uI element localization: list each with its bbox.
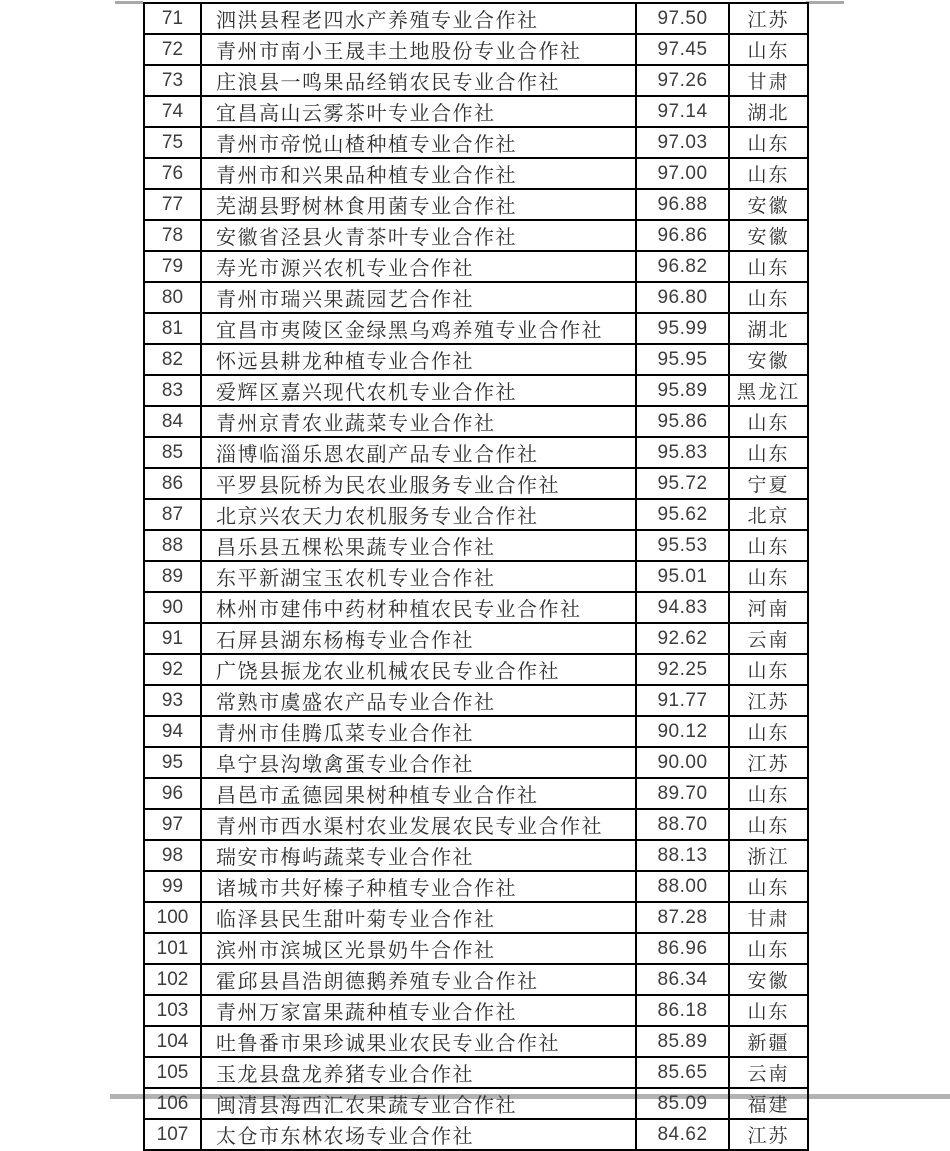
table-row (144, 964, 808, 995)
province-cell: 江苏 (729, 685, 808, 716)
table-row (144, 499, 808, 530)
name-cell: 安徽省泾县火青茶叶专业合作社 (201, 220, 636, 251)
name-cell: 青州市南小王晟丰土地股份专业合作社 (201, 34, 636, 65)
rank-cell: 95 (144, 747, 201, 778)
province-cell: 山东 (729, 437, 808, 468)
rank-cell: 90 (144, 592, 201, 623)
province-cell: 山东 (729, 158, 808, 189)
rank-cell: 72 (144, 34, 201, 65)
rank-cell: 101 (144, 933, 201, 964)
score-cell: 95.99 (636, 313, 729, 344)
rank-cell: 89 (144, 561, 201, 592)
name-cell: 宜昌高山云雾茶叶专业合作社 (201, 96, 636, 127)
rank-cell: 78 (144, 220, 201, 251)
name-cell: 临泽县民生甜叶菊专业合作社 (201, 902, 636, 933)
province-cell: 安徽 (729, 964, 808, 995)
province-cell: 山东 (729, 654, 808, 685)
name-cell: 诸城市共好榛子种植专业合作社 (201, 871, 636, 902)
name-cell: 寿光市源兴农机专业合作社 (201, 251, 636, 282)
province-cell: 山东 (729, 871, 808, 902)
name-cell: 青州市西水渠村农业发展农民专业合作社 (201, 809, 636, 840)
province-cell: 江苏 (729, 1119, 808, 1150)
province-cell: 新疆 (729, 1026, 808, 1057)
rank-cell: 106 (144, 1088, 201, 1119)
rank-cell: 96 (144, 778, 201, 809)
table-row (144, 282, 808, 313)
province-cell: 甘肃 (729, 902, 808, 933)
rank-cell: 73 (144, 65, 201, 96)
score-cell: 86.34 (636, 964, 729, 995)
rank-cell: 102 (144, 964, 201, 995)
name-cell: 常熟市虞盛农产品专业合作社 (201, 685, 636, 716)
rank-cell: 86 (144, 468, 201, 499)
score-cell: 85.09 (636, 1088, 729, 1119)
table-row (144, 623, 808, 654)
score-cell: 85.65 (636, 1057, 729, 1088)
rank-cell: 100 (144, 902, 201, 933)
name-cell: 昌邑市孟德园果树种植专业合作社 (201, 778, 636, 809)
rank-cell: 104 (144, 1026, 201, 1057)
score-cell: 88.13 (636, 840, 729, 871)
score-cell: 85.89 (636, 1026, 729, 1057)
rank-cell: 87 (144, 499, 201, 530)
rank-cell: 85 (144, 437, 201, 468)
name-cell: 平罗县阮桥为民农业服务专业合作社 (201, 468, 636, 499)
score-cell: 90.00 (636, 747, 729, 778)
table-row (144, 1119, 808, 1150)
province-cell: 江苏 (729, 3, 808, 34)
name-cell: 青州京青农业蔬菜专业合作社 (201, 406, 636, 437)
name-cell: 太仓市东林农场专业合作社 (201, 1119, 636, 1150)
score-cell: 86.18 (636, 995, 729, 1026)
table-row (144, 654, 808, 685)
score-cell: 92.62 (636, 623, 729, 654)
province-cell: 山东 (729, 530, 808, 561)
score-cell: 86.96 (636, 933, 729, 964)
score-cell: 97.03 (636, 127, 729, 158)
province-cell: 山东 (729, 34, 808, 65)
table-row (144, 158, 808, 189)
province-cell: 安徽 (729, 189, 808, 220)
rank-cell: 107 (144, 1119, 201, 1150)
province-cell: 江苏 (729, 747, 808, 778)
table-row (144, 437, 808, 468)
rank-cell: 84 (144, 406, 201, 437)
rank-cell: 83 (144, 375, 201, 406)
name-cell: 霍邱县昌浩朗德鹅养殖专业合作社 (201, 964, 636, 995)
table-row (144, 189, 808, 220)
province-cell: 甘肃 (729, 65, 808, 96)
table-row (144, 530, 808, 561)
rank-cell: 71 (144, 3, 201, 34)
table-row (144, 685, 808, 716)
name-cell: 青州市帝悦山楂种植专业合作社 (201, 127, 636, 158)
table-row (144, 375, 808, 406)
score-cell: 89.70 (636, 778, 729, 809)
name-cell: 怀远县耕龙种植专业合作社 (201, 344, 636, 375)
province-cell: 湖北 (729, 313, 808, 344)
table-row (144, 3, 808, 34)
table-row (144, 716, 808, 747)
score-cell: 95.95 (636, 344, 729, 375)
name-cell: 玉龙县盘龙养猪专业合作社 (201, 1057, 636, 1088)
province-cell: 湖北 (729, 96, 808, 127)
name-cell: 阜宁县沟墩禽蛋专业合作社 (201, 747, 636, 778)
name-cell: 滨州市滨城区光景奶牛合作社 (201, 933, 636, 964)
province-cell: 黑龙江 (729, 375, 808, 406)
table-row (144, 592, 808, 623)
score-cell: 91.77 (636, 685, 729, 716)
table-row (144, 809, 808, 840)
province-cell: 云南 (729, 1057, 808, 1088)
table-row (144, 96, 808, 127)
score-cell: 95.72 (636, 468, 729, 499)
name-cell: 昌乐县五棵松果蔬专业合作社 (201, 530, 636, 561)
province-cell: 山东 (729, 561, 808, 592)
rank-cell: 92 (144, 654, 201, 685)
province-cell: 山东 (729, 995, 808, 1026)
province-cell: 安徽 (729, 220, 808, 251)
province-cell: 河南 (729, 592, 808, 623)
name-cell: 芜湖县野树林食用菌专业合作社 (201, 189, 636, 220)
name-cell: 青州市和兴果品种植专业合作社 (201, 158, 636, 189)
score-cell: 97.26 (636, 65, 729, 96)
rank-cell: 74 (144, 96, 201, 127)
province-cell: 山东 (729, 127, 808, 158)
score-cell: 92.25 (636, 654, 729, 685)
table-row (144, 220, 808, 251)
name-cell: 北京兴农天力农机服务专业合作社 (201, 499, 636, 530)
name-cell: 庄浪县一鸣果品经销农民专业合作社 (201, 65, 636, 96)
province-cell: 北京 (729, 499, 808, 530)
rank-cell: 82 (144, 344, 201, 375)
score-cell: 88.70 (636, 809, 729, 840)
rank-cell: 75 (144, 127, 201, 158)
table-row (144, 871, 808, 902)
name-cell: 广饶县振龙农业机械农民专业合作社 (201, 654, 636, 685)
score-cell: 97.50 (636, 3, 729, 34)
name-cell: 吐鲁番市果珍诚果业农民专业合作社 (201, 1026, 636, 1057)
province-cell: 浙江 (729, 840, 808, 871)
score-cell: 95.83 (636, 437, 729, 468)
table-row (144, 344, 808, 375)
score-cell: 95.62 (636, 499, 729, 530)
table-row (144, 1088, 808, 1119)
score-cell: 84.62 (636, 1119, 729, 1150)
name-cell: 青州市瑞兴果蔬园艺合作社 (201, 282, 636, 313)
rank-cell: 94 (144, 716, 201, 747)
rank-cell: 80 (144, 282, 201, 313)
province-cell: 山东 (729, 933, 808, 964)
score-cell: 96.88 (636, 189, 729, 220)
table-row (144, 747, 808, 778)
cooperative-ranking-table (143, 2, 809, 1151)
rank-cell: 77 (144, 189, 201, 220)
name-cell: 淄博临淄乐恩农副产品专业合作社 (201, 437, 636, 468)
table-row (144, 561, 808, 592)
rank-cell: 79 (144, 251, 201, 282)
table-row (144, 406, 808, 437)
rank-cell: 93 (144, 685, 201, 716)
score-cell: 90.12 (636, 716, 729, 747)
table-row (144, 251, 808, 282)
name-cell: 石屏县湖东杨梅专业合作社 (201, 623, 636, 654)
table-row (144, 468, 808, 499)
province-cell: 宁夏 (729, 468, 808, 499)
page-edge-top-left (115, 1, 143, 4)
score-cell: 95.89 (636, 375, 729, 406)
province-cell: 山东 (729, 406, 808, 437)
score-cell: 95.86 (636, 406, 729, 437)
rank-cell: 91 (144, 623, 201, 654)
province-cell: 山东 (729, 716, 808, 747)
score-cell: 95.53 (636, 530, 729, 561)
score-cell: 88.00 (636, 871, 729, 902)
table-row (144, 902, 808, 933)
rank-cell: 103 (144, 995, 201, 1026)
table-row (144, 933, 808, 964)
table-row (144, 840, 808, 871)
province-cell: 福建 (729, 1088, 808, 1119)
rank-cell: 81 (144, 313, 201, 344)
score-cell: 97.45 (636, 34, 729, 65)
name-cell: 青州市佳腾瓜菜专业合作社 (201, 716, 636, 747)
name-cell: 宜昌市夷陵区金绿黑乌鸡养殖专业合作社 (201, 313, 636, 344)
name-cell: 林州市建伟中药材种植农民专业合作社 (201, 592, 636, 623)
score-cell: 97.14 (636, 96, 729, 127)
rank-cell: 88 (144, 530, 201, 561)
name-cell: 东平新湖宝玉农机专业合作社 (201, 561, 636, 592)
table-body (144, 3, 808, 1150)
rank-cell: 105 (144, 1057, 201, 1088)
table-row (144, 778, 808, 809)
score-cell: 96.82 (636, 251, 729, 282)
score-cell: 94.83 (636, 592, 729, 623)
name-cell: 泗洪县程老四水产养殖专业合作社 (201, 3, 636, 34)
table-row (144, 65, 808, 96)
rank-cell: 76 (144, 158, 201, 189)
name-cell: 瑞安市梅屿蔬菜专业合作社 (201, 840, 636, 871)
score-cell: 96.86 (636, 220, 729, 251)
page-edge-top-right (806, 1, 844, 4)
province-cell: 山东 (729, 778, 808, 809)
rank-cell: 99 (144, 871, 201, 902)
province-cell: 山东 (729, 809, 808, 840)
table-row (144, 127, 808, 158)
table-row (144, 34, 808, 65)
table-row (144, 1057, 808, 1088)
province-cell: 安徽 (729, 344, 808, 375)
score-cell: 95.01 (636, 561, 729, 592)
name-cell: 闽清县海西汇农果蔬专业合作社 (201, 1088, 636, 1119)
province-cell: 山东 (729, 282, 808, 313)
score-cell: 87.28 (636, 902, 729, 933)
rank-cell: 97 (144, 809, 201, 840)
rank-cell: 98 (144, 840, 201, 871)
name-cell: 爱辉区嘉兴现代农机专业合作社 (201, 375, 636, 406)
province-cell: 云南 (729, 623, 808, 654)
table-row (144, 995, 808, 1026)
name-cell: 青州万家富果蔬种植专业合作社 (201, 995, 636, 1026)
score-cell: 97.00 (636, 158, 729, 189)
score-cell: 96.80 (636, 282, 729, 313)
province-cell: 山东 (729, 251, 808, 282)
table-row (144, 1026, 808, 1057)
table-row (144, 313, 808, 344)
